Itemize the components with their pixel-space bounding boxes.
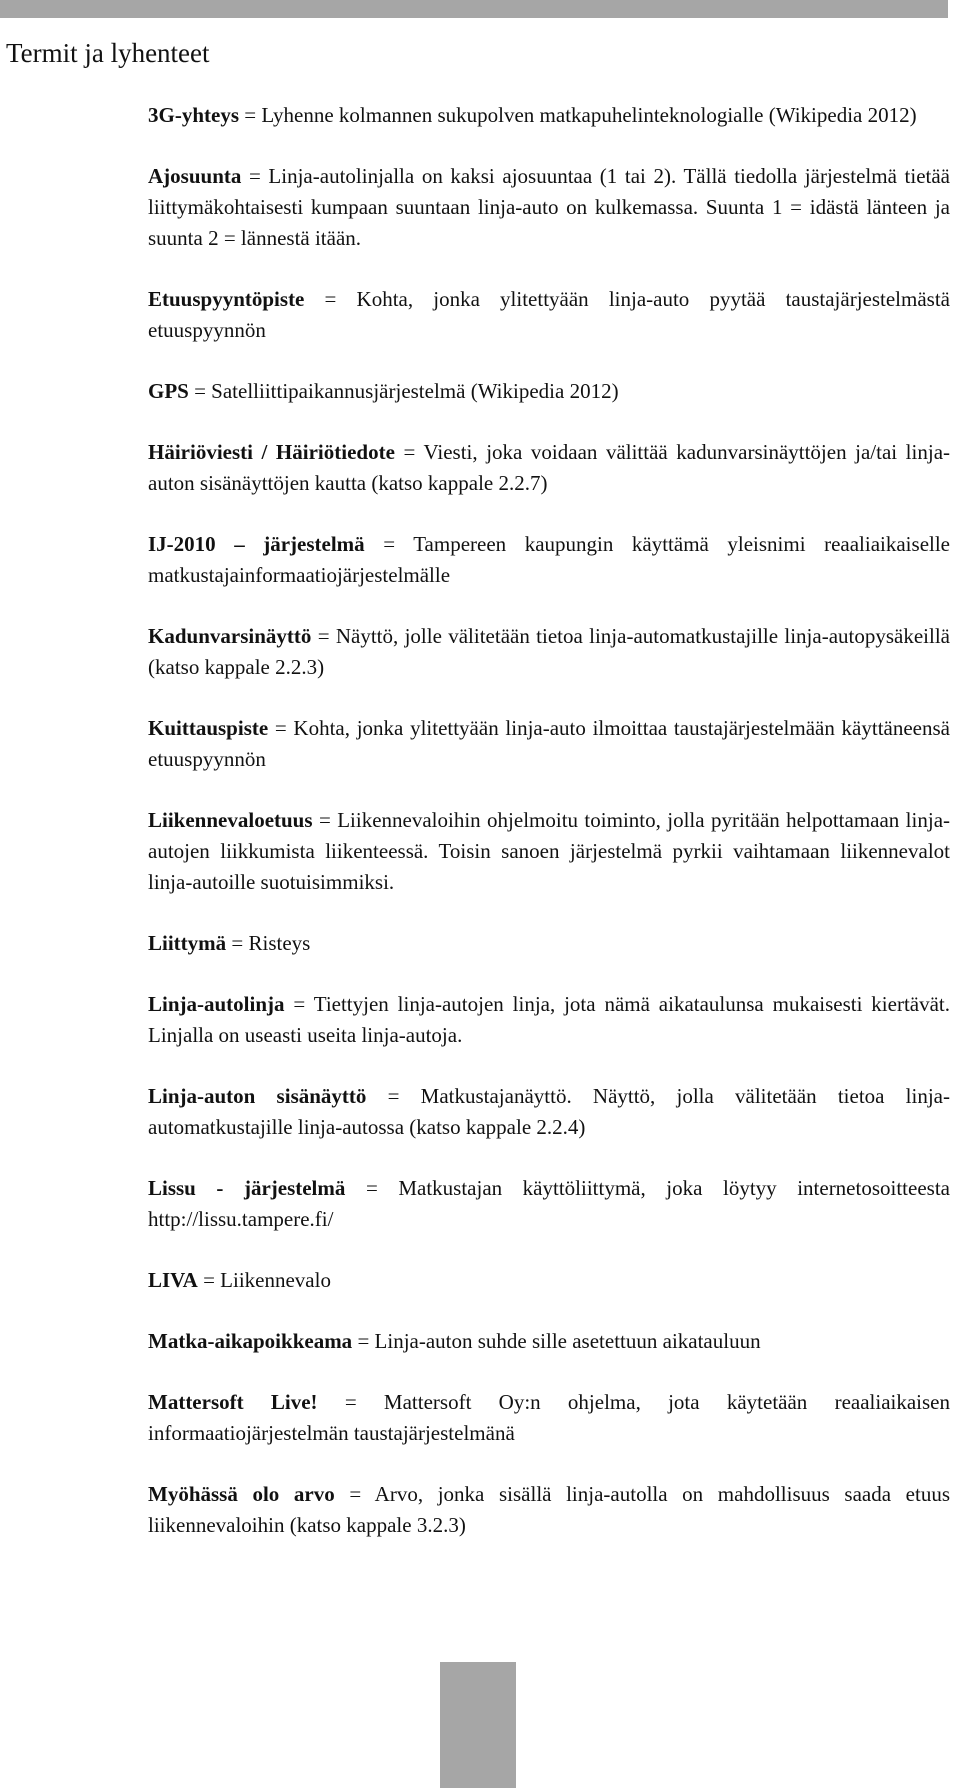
glossary-term: 3G-yhteys — [148, 103, 239, 127]
glossary-entry — [148, 1173, 950, 1235]
glossary-definition: = Satelliittipaikannusjärjestelmä (Wikipedia 2012) — [194, 379, 619, 403]
glossary-term: Kuittauspiste — [148, 716, 269, 740]
glossary-term: Myöhässä olo arvo — [148, 1482, 335, 1506]
glossary-entry — [148, 1387, 950, 1449]
glossary-entry — [148, 805, 950, 898]
glossary-term: Häiriöviesti / Häiriötiedote — [148, 440, 395, 464]
glossary-entry — [148, 928, 950, 959]
glossary-definition: = Liikennevaloihin ohjelmoitu toiminto, jolla pyritään helpottamaan linja-autojen liikkumista liikenteessä. Toisin sanoen järjestelmä pyrkii vaihtamaan liikennevalot linja-autoille suotuisimmiksi. — [148, 808, 951, 894]
glossary-entry — [148, 161, 950, 254]
glossary-entry — [148, 376, 950, 407]
glossary-definition: = Lyhenne kolmannen sukupolven matkapuhelinteknologialle (Wikipedia 2012) — [244, 103, 917, 127]
glossary-definition: = Linja-auton suhde sille asetettuun aikatauluun — [357, 1329, 761, 1353]
glossary-definition: = Mattersoft Oy:n ohjelma, jota käytetään reaaliaikaisen informaatiojärjestelmän taustajärjestelmänä — [148, 1390, 951, 1445]
glossary-entry — [148, 100, 950, 131]
page-number-block — [440, 1662, 516, 1788]
glossary-term: Liikennevaloetuus — [148, 808, 313, 832]
glossary-entry — [148, 1326, 950, 1357]
glossary-entry — [148, 437, 950, 499]
glossary-definition: = Liikennevalo — [203, 1268, 331, 1292]
glossary-term: Linja-auton sisänäyttö — [148, 1084, 367, 1108]
glossary-term: Mattersoft Live! — [148, 1390, 318, 1414]
glossary-definition: = Arvo, jonka sisällä linja-autolla on mahdollisuus saada etuus liikennevaloihin (katso kappale 3.2.3) — [148, 1482, 951, 1537]
glossary-term: Linja-autolinja — [148, 992, 285, 1016]
page-top-bar — [0, 0, 948, 18]
glossary-entry — [148, 1479, 950, 1541]
glossary-term: Matka-aikapoikkeama — [148, 1329, 353, 1353]
glossary-entry — [148, 621, 950, 683]
glossary-entry — [148, 1081, 950, 1143]
glossary-definition: = Tiettyjen linja-autojen linja, jota nämä aikataulunsa mukaisesti kiertävät. Linjalla on useasti useita linja-autoja. — [148, 992, 951, 1047]
glossary-term: GPS — [148, 379, 189, 403]
glossary-entry — [148, 284, 950, 346]
glossary-definition: = Näyttö, jolle välitetään tietoa linja-automatkustajille linja-autopysäkeillä (katso kappale 2.2.3) — [148, 624, 951, 679]
glossary-definition: = Tampereen kaupungin käyttämä yleisnimi reaaliaikaiselle matkustajainformaatiojärjestelmälle — [148, 532, 950, 587]
glossary-term: Liittymä — [148, 931, 227, 955]
glossary-term: Lissu - järjestelmä — [148, 1176, 346, 1200]
section-title: Termit ja lyhenteet — [6, 38, 210, 68]
glossary-definition: = Viesti, joka voidaan välittää kadunvarsinäyttöjen ja/tai linja-auton sisänäyttöjen kautta (katso kappale 2.2.7) — [148, 440, 951, 495]
glossary-term: Ajosuunta — [148, 164, 242, 188]
glossary-definition: = Kohta, jonka ylitettyään linja-auto pyytää taustajärjestelmästä etuuspyynnön — [148, 287, 951, 342]
glossary-definition: = Kohta, jonka ylitettyään linja-auto ilmoittaa taustajärjestelmään käyttäneensä etuuspyynnön — [148, 716, 950, 771]
glossary-term: LIVA — [148, 1268, 198, 1292]
glossary-entry — [148, 529, 950, 591]
glossary-definition: = Matkustajan käyttöliittymä, joka löytyy internetosoitteesta http://lissu.tampere.fi/ — [148, 1176, 950, 1231]
glossary-entry — [148, 1265, 950, 1296]
glossary-definition: = Risteys — [231, 931, 311, 955]
glossary-entry — [148, 989, 950, 1051]
glossary-entry — [148, 713, 950, 775]
glossary-term: Kadunvarsinäyttö — [148, 624, 312, 648]
glossary-definition: = Matkustajanäyttö. Näyttö, jolla välitetään tietoa linja-automatkustajille linja-autossa (katso kappale 2.2.4) — [148, 1084, 950, 1139]
glossary-term: IJ-2010 – järjestelmä — [148, 532, 365, 556]
glossary-list — [148, 100, 950, 1571]
glossary-definition: = Linja-autolinjalla on kaksi ajosuuntaa (1 tai 2). Tällä tiedolla järjestelmä tietää liittymäkohtaisesti kumpaan suuntaan linja-auto on kulkemassa. Suunta 1 = idästä länteen ja suunta 2 = lännestä itään. — [148, 164, 950, 250]
glossary-term: Etuuspyyntöpiste — [148, 287, 305, 311]
